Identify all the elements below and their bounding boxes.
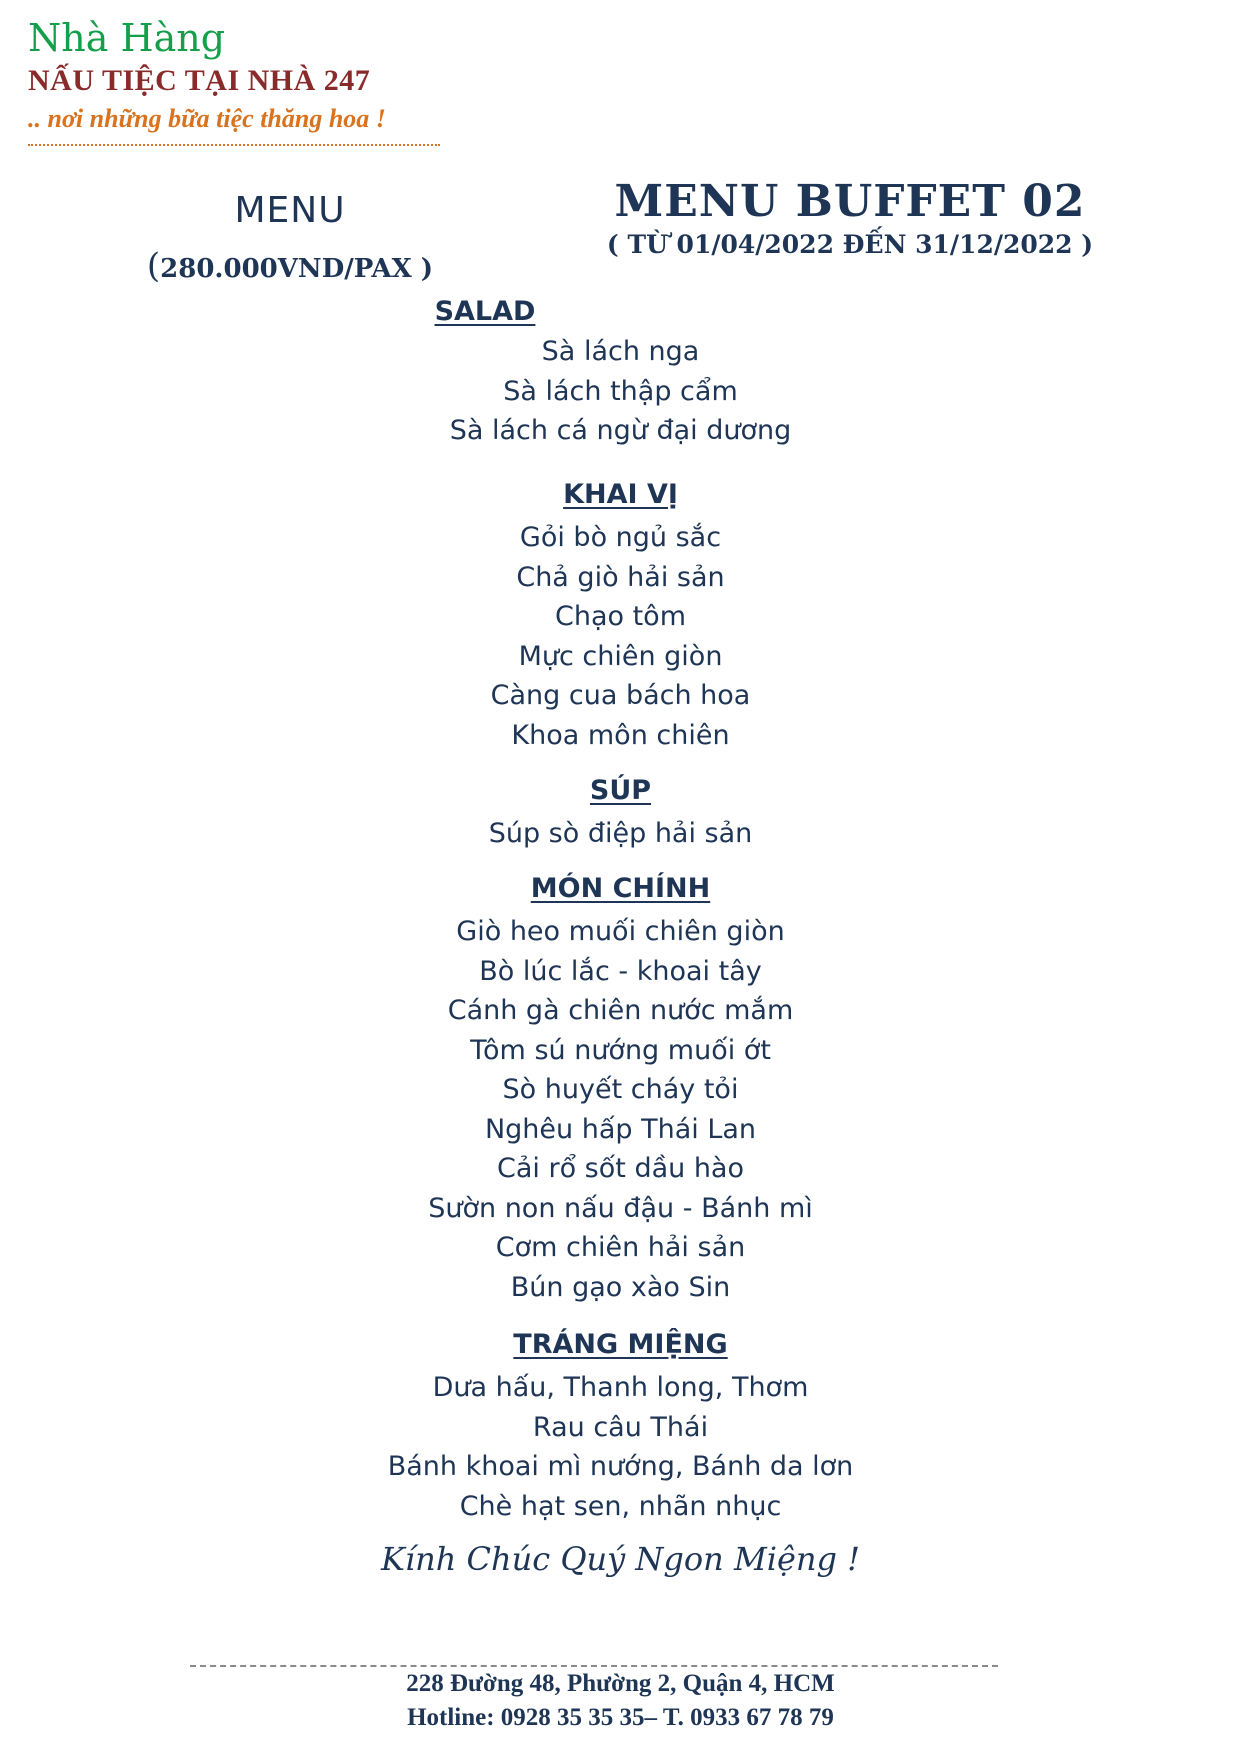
menu-item: Càng cua bách hoa (490, 680, 751, 711)
header-divider (28, 144, 440, 146)
menu-item: Súp sò điệp hải sản (488, 818, 753, 849)
buffet-title: MENU BUFFET 02 (614, 176, 1086, 227)
menu-price (130, 246, 450, 286)
menu-item: Khoa môn chiên (511, 719, 730, 751)
brand-subtitle: NẤU TIỆC TẠI NHÀ 247 (28, 64, 371, 97)
menu-item: Chè hạt sen, nhãn nhục (459, 1490, 782, 1522)
price-value: 280.000VND/PAX (160, 254, 421, 284)
menu-item: Dưa hấu, Thanh long, Thơm (432, 1372, 809, 1403)
section-trang-mieng (0, 1324, 1241, 1526)
brand-name: Nhà Hàng (28, 16, 226, 60)
section-salad (0, 332, 1241, 451)
menu-item: Giò heo muối chiên giòn (456, 916, 785, 947)
menu-item: Sà lách thập cẩm (503, 375, 738, 407)
menu-item: Bún gạo xào Sin (510, 1271, 731, 1303)
menu-item: Mực chiên giòn (518, 640, 723, 672)
menu-item: Tôm sú nướng muối ớt (470, 1034, 771, 1066)
footer-divider (190, 1665, 998, 1667)
menu-label: MENU (234, 190, 346, 231)
section-title-mon-chinh: MÓN CHÍNH (530, 873, 711, 904)
menu-item: Bánh khoai mì nướng, Bánh da lơn (387, 1451, 854, 1482)
menu-item: Cơm chiên hải sản (495, 1232, 746, 1263)
section-mon-chinh (0, 868, 1241, 1307)
menu-item: Chả giò hải sản (516, 561, 725, 593)
menu-item: Sà lách cá ngừ đại dương (449, 415, 792, 446)
menu-item: Cánh gà chiên nước mắm (447, 995, 794, 1026)
footer-address: 228 Đường 48, Phường 2, Quận 4, HCM (406, 1670, 835, 1697)
menu-item: Nghêu hấp Thái Lan (484, 1113, 757, 1145)
menu-item: Sà lách nga (541, 336, 700, 367)
closing-greeting: Kính Chúc Quý Ngon Miệng ! (380, 1540, 860, 1578)
menu-item: Gỏi bò ngủ sắc (519, 522, 722, 553)
price-open-paren: ( (146, 246, 161, 286)
price-close-paren: ) (420, 254, 434, 284)
section-title-trang-mieng: TRÁNG MIỆNG (513, 1329, 728, 1360)
menu-item: Sườn non nấu đậu - Bánh mì (428, 1192, 813, 1224)
section-title-salad: SALAD (434, 296, 536, 327)
buffet-dates: ( TỪ 01/04/2022 ĐẾN 31/12/2022 ) (606, 230, 1094, 259)
menu-item: Chạo tôm (554, 601, 687, 632)
footer-hotline: Hotline: 0928 35 35 35– T. 0933 67 78 79 (407, 1704, 834, 1731)
menu-item: Bò lúc lắc - khoai tây (479, 955, 762, 987)
menu-item: Rau câu Thái (532, 1411, 709, 1443)
section-title-khai-vi: KHAI VỊ (563, 479, 678, 510)
section-khai-vi (0, 474, 1241, 755)
section-title-sup: SÚP (589, 775, 652, 806)
menu-item: Sò huyết cháy tỏi (502, 1074, 739, 1105)
section-sup (0, 770, 1241, 854)
brand-slogan: .. nơi những bữa tiệc thăng hoa ! (28, 104, 386, 133)
menu-item: Cải rổ sốt dầu hào (497, 1153, 744, 1184)
